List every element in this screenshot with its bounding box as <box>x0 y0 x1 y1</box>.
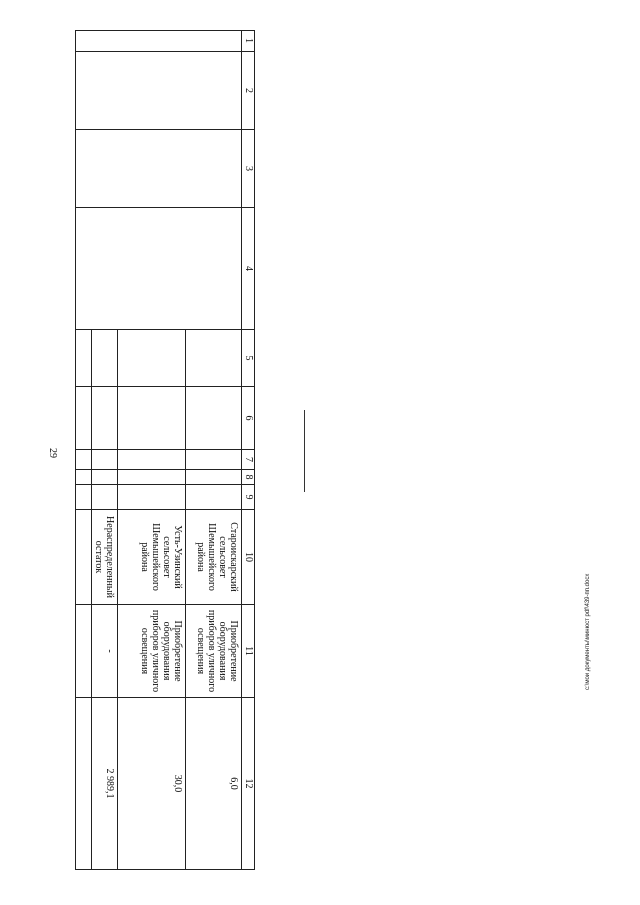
column-number-2: 2 <box>241 52 255 130</box>
cell-r3-c7 <box>91 450 117 470</box>
cell-r2-c7 <box>117 450 185 470</box>
cell-empty-strip <box>75 485 91 510</box>
amount-cell: 30,0 <box>117 698 185 870</box>
recipient-cell: Нераспределенный остаток <box>91 510 117 605</box>
column-number-6: 6 <box>241 387 255 450</box>
cell-col2 <box>75 52 241 130</box>
column-number-8: 8 <box>241 470 255 485</box>
amount-cell: 6,0 <box>185 698 241 870</box>
cell-r1-c9 <box>185 485 241 510</box>
cell-col3 <box>75 130 241 208</box>
purpose-cell: - <box>91 605 117 698</box>
column-number-4: 4 <box>241 208 255 330</box>
cell-r1-c5 <box>185 330 241 387</box>
cell-col4 <box>75 208 241 330</box>
column-number-7: 7 <box>241 450 255 470</box>
cell-r3-c5 <box>91 330 117 387</box>
recipient-cell: Усть-Узинский сельсовет Шемышейского района <box>117 510 185 605</box>
cell-r2-c8 <box>117 470 185 485</box>
page-number: 29 <box>47 448 58 458</box>
cell-empty-strip <box>75 510 91 605</box>
cell-r1-c7 <box>185 450 241 470</box>
cell-r1-c6 <box>185 387 241 450</box>
cell-empty-strip <box>75 470 91 485</box>
column-number-9: 9 <box>241 485 255 510</box>
cell-r1-c8 <box>185 470 241 485</box>
cell-r3-c6 <box>91 387 117 450</box>
recipient-cell: Староискарский сельсовет Шемышейского района <box>185 510 241 605</box>
cell-r3-c8 <box>91 470 117 485</box>
column-number-11: 11 <box>241 605 255 698</box>
cell-col1 <box>75 30 241 52</box>
amount-cell: 2 989,1 <box>91 698 117 870</box>
cell-empty-strip <box>75 387 91 450</box>
purpose-cell: Приобретение оборудования приборов уличного освещения <box>117 605 185 698</box>
cell-r3-c9 <box>91 485 117 510</box>
cell-r2-c9 <box>117 485 185 510</box>
cell-r2-c6 <box>117 387 185 450</box>
purpose-cell: Приобретение оборудования приборов уличного освещения <box>185 605 241 698</box>
cell-empty-strip <box>75 698 91 870</box>
separator-line <box>304 410 305 492</box>
cell-empty-strip <box>75 330 91 387</box>
column-number-3: 3 <box>241 130 255 208</box>
cell-empty-strip <box>75 605 91 698</box>
column-number-5: 5 <box>241 330 255 387</box>
cell-r2-c5 <box>117 330 185 387</box>
footer-file-path: c:\мои документы\минюст pdf\439-пп.docx <box>585 573 591 690</box>
column-number-12: 12 <box>241 698 255 870</box>
cell-empty-strip <box>75 450 91 470</box>
column-number-10: 10 <box>241 510 255 605</box>
column-number-1: 1 <box>241 30 255 52</box>
